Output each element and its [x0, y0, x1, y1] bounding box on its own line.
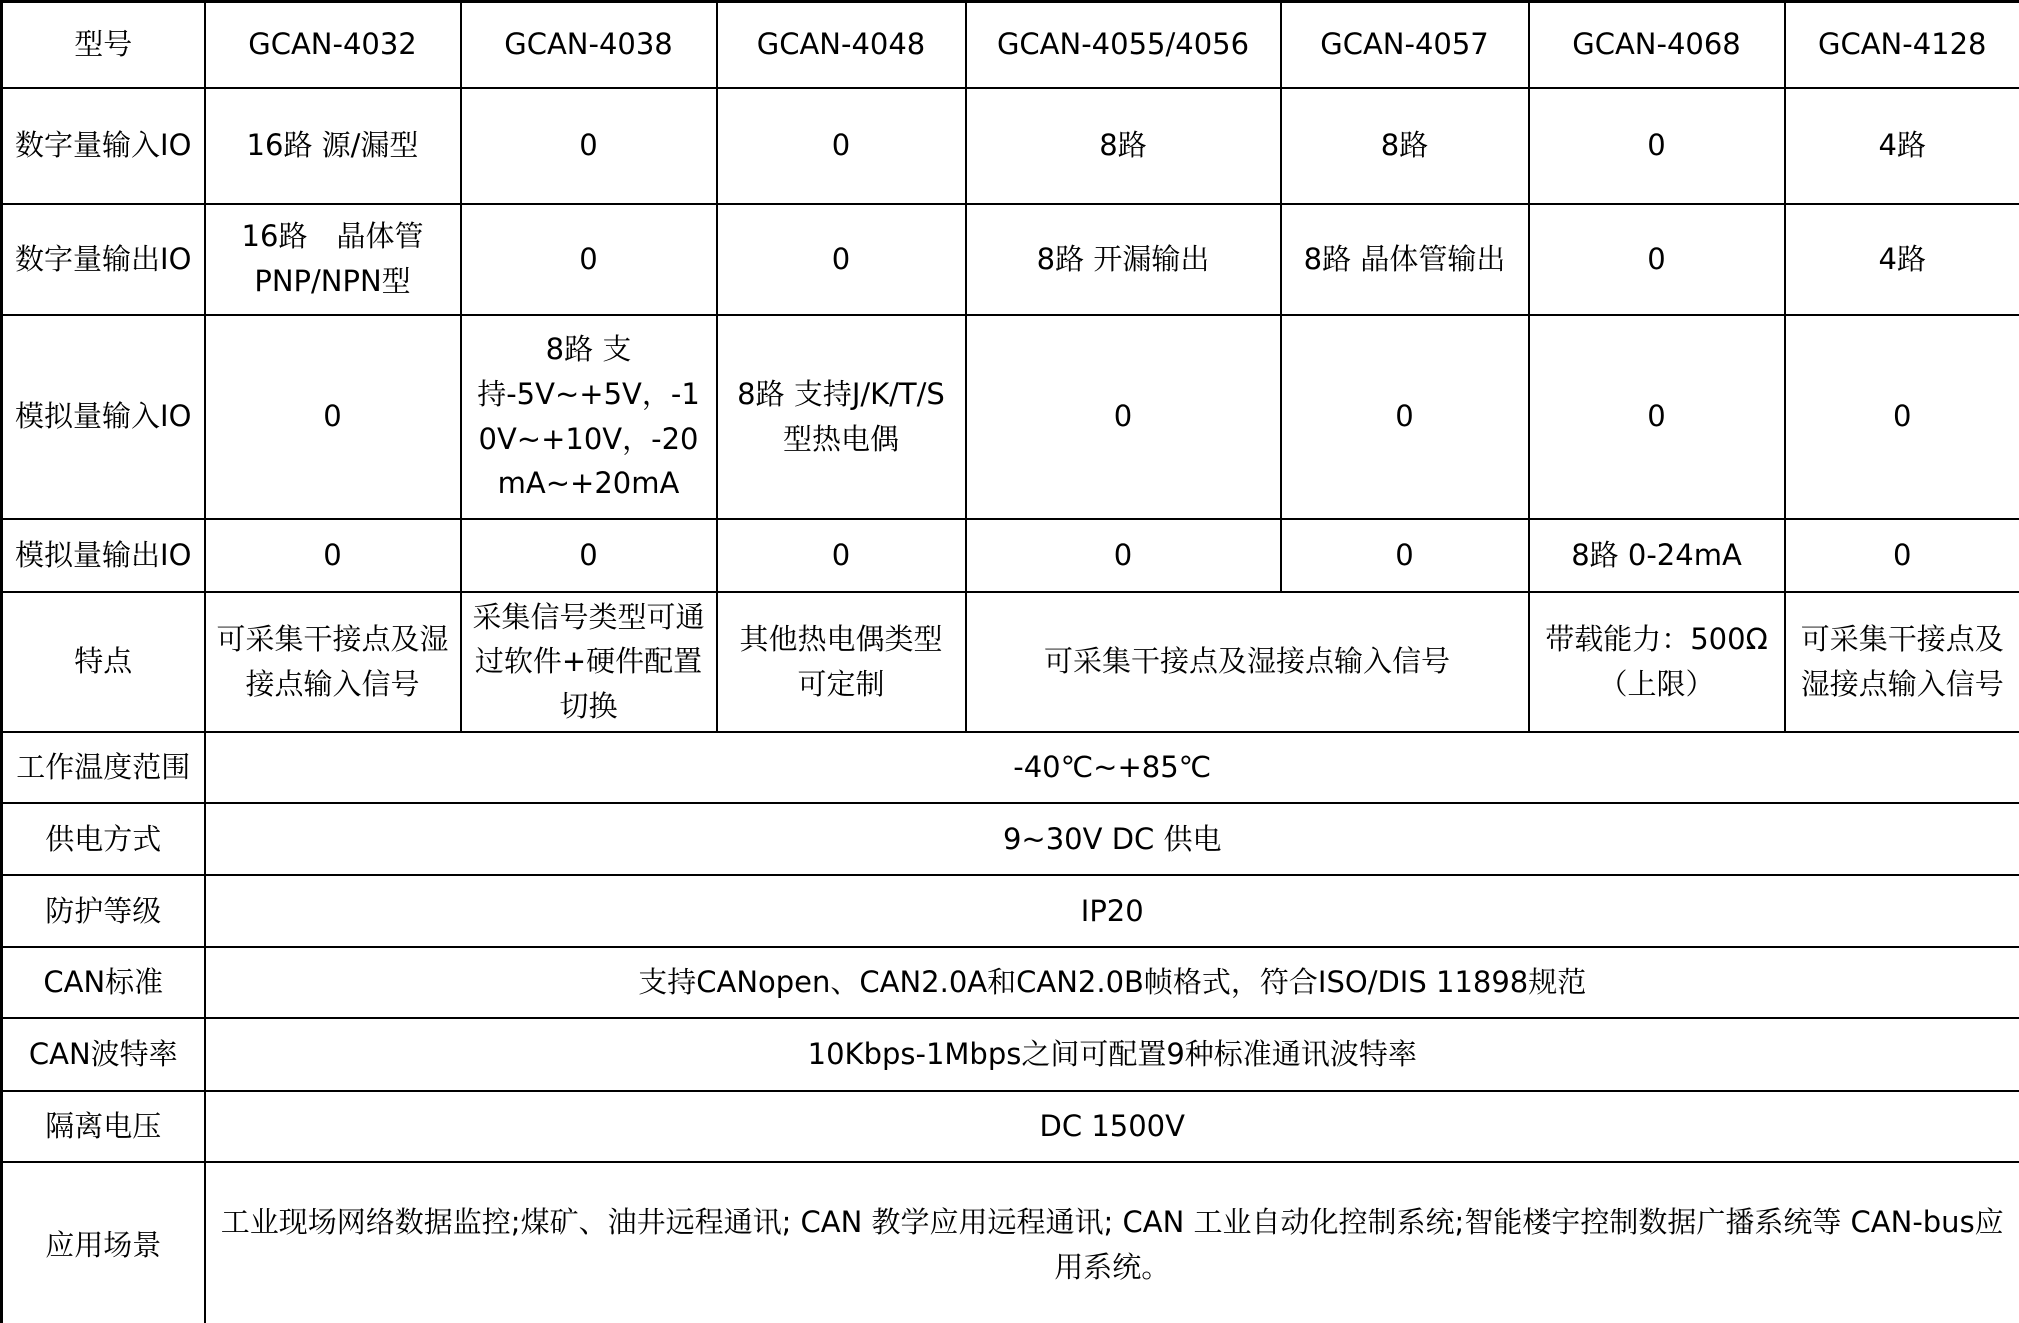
spec-cell: 8路	[1281, 88, 1529, 204]
header-model: GCAN-4057	[1281, 2, 1529, 88]
row-label: 模拟量输出IO	[2, 519, 205, 592]
spec-cell: 可采集干接点及湿接点输入信号	[205, 592, 461, 733]
row-label: 特点	[2, 592, 205, 733]
spec-cell: 0	[205, 315, 461, 519]
spec-cell: 8路 0-24mA	[1529, 519, 1785, 592]
row-features	[2, 592, 2019, 733]
row-analog-input-io	[2, 315, 2019, 519]
spec-cell: 0	[1281, 315, 1529, 519]
spec-cell: 可采集干接点及湿接点输入信号	[1785, 592, 2019, 733]
spec-cell: 0	[1281, 519, 1529, 592]
row-label: 工作温度范围	[2, 732, 205, 803]
row-digital-output-io	[2, 204, 2019, 315]
row-label: 数字量输出IO	[2, 204, 205, 315]
spec-cell-fullspan: DC 1500V	[205, 1091, 2019, 1162]
row-operating-temperature	[2, 732, 2019, 803]
row-label: CAN波特率	[2, 1018, 205, 1091]
spec-cell: 4路	[1785, 204, 2019, 315]
header-model: GCAN-4068	[1529, 2, 1785, 88]
row-isolation-voltage	[2, 1091, 2019, 1162]
spec-cell: 0	[461, 204, 717, 315]
row-label: 隔离电压	[2, 1091, 205, 1162]
header-model: GCAN-4048	[717, 2, 966, 88]
spec-cell: 8路 开漏输出	[966, 204, 1281, 315]
spec-cell: 8路 支持-5V~+5V，-10V~+10V，-20mA~+20mA	[461, 315, 717, 519]
spec-cell: 0	[461, 519, 717, 592]
row-label: 应用场景	[2, 1162, 205, 1323]
row-can-standard	[2, 947, 2019, 1018]
spec-cell: 0	[717, 88, 966, 204]
spec-cell: 0	[1529, 204, 1785, 315]
row-label: 供电方式	[2, 803, 205, 875]
spec-cell-merged: 可采集干接点及湿接点输入信号	[966, 592, 1529, 733]
spec-cell-fullspan: 10Kbps-1Mbps之间可配置9种标准通讯波特率	[205, 1018, 2019, 1091]
spec-cell: 0	[1785, 315, 2019, 519]
row-analog-output-io	[2, 519, 2019, 592]
spec-cell-fullspan: IP20	[205, 875, 2019, 947]
spec-cell: 16路 源/漏型	[205, 88, 461, 204]
header-model: GCAN-4128	[1785, 2, 2019, 88]
spec-cell: 0	[205, 519, 461, 592]
row-power-supply	[2, 803, 2019, 875]
spec-cell-fullspan: 支持CANopen、CAN2.0A和CAN2.0B帧格式，符合ISO/DIS 11898规范	[205, 947, 2019, 1018]
row-label: 防护等级	[2, 875, 205, 947]
header-model-label: 型号	[2, 2, 205, 88]
spec-cell: 0	[461, 88, 717, 204]
header-model: GCAN-4055/4056	[966, 2, 1281, 88]
spec-cell: 0	[1785, 519, 2019, 592]
header-model: GCAN-4038	[461, 2, 717, 88]
row-can-baudrate	[2, 1018, 2019, 1091]
spec-cell: 0	[1529, 315, 1785, 519]
row-header	[2, 2, 2019, 88]
spec-cell: 0	[966, 519, 1281, 592]
spec-cell: 0	[1529, 88, 1785, 204]
row-application-scenarios	[2, 1162, 2019, 1323]
spec-cell: 0	[966, 315, 1281, 519]
spec-cell: 0	[717, 204, 966, 315]
spec-cell: 采集信号类型可通过软件+硬件配置切换	[461, 592, 717, 733]
row-label: CAN标准	[2, 947, 205, 1018]
spec-cell-fullspan: 9~30V DC 供电	[205, 803, 2019, 875]
spec-cell: 8路 支持J/K/T/S型热电偶	[717, 315, 966, 519]
row-protection-rating	[2, 875, 2019, 947]
row-label: 模拟量输入IO	[2, 315, 205, 519]
row-digital-input-io	[2, 88, 2019, 204]
row-label: 数字量输入IO	[2, 88, 205, 204]
spec-cell: 0	[717, 519, 966, 592]
spec-cell: 4路	[1785, 88, 2019, 204]
spec-cell-fullspan: -40℃~+85℃	[205, 732, 2019, 803]
spec-cell-fullspan: 工业现场网络数据监控;煤矿、油井远程通讯; CAN 教学应用远程通讯; CAN 工业自动化控制系统;智能楼宇控制数据广播系统等 CAN-bus应用系统。	[205, 1162, 2019, 1323]
spec-cell: 16路 晶体管PNP/NPN型	[205, 204, 461, 315]
spec-cell: 其他热电偶类型可定制	[717, 592, 966, 733]
spec-cell: 带载能力：500Ω（上限）	[1529, 592, 1785, 733]
header-model: GCAN-4032	[205, 2, 461, 88]
spec-cell: 8路	[966, 88, 1281, 204]
spec-cell: 8路 晶体管输出	[1281, 204, 1529, 315]
